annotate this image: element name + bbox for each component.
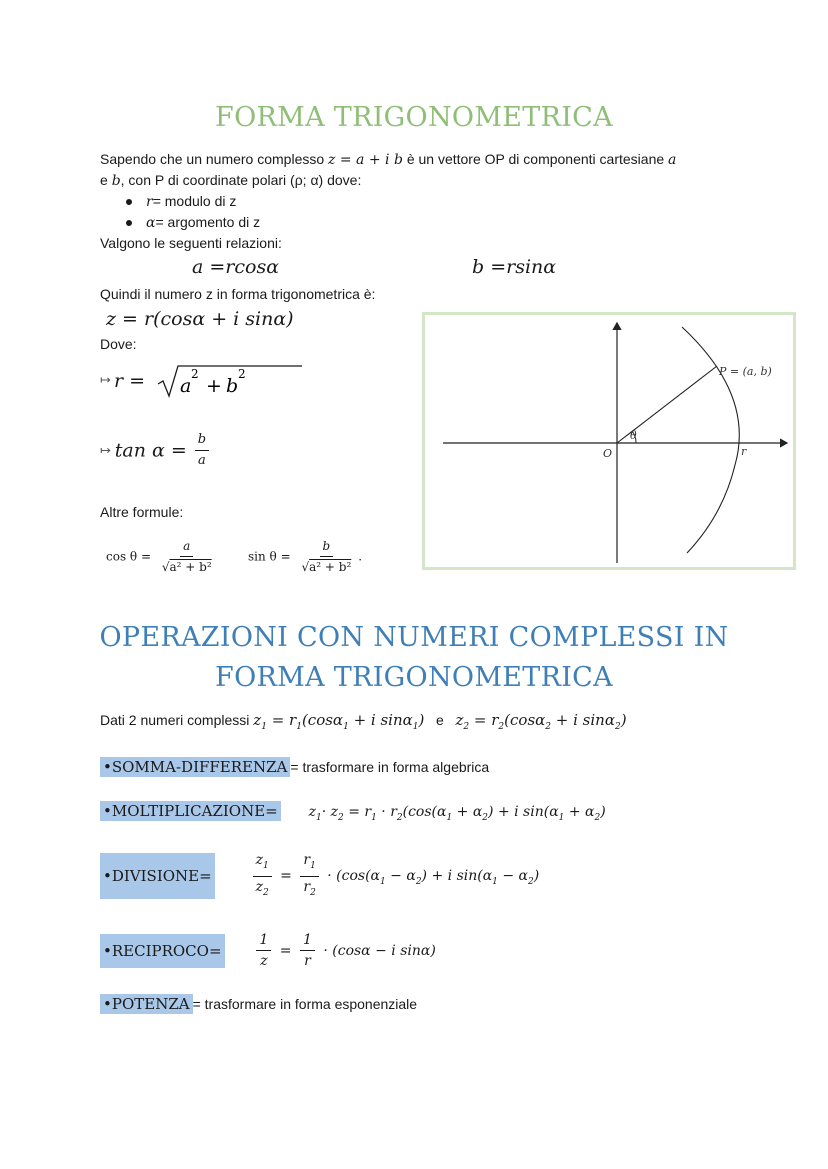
sin-numerator: b [320,538,334,557]
sin-lhs: sin θ = [248,549,291,564]
relations-label: Valgono le seguenti relazioni: [100,235,282,251]
page-title: FORMA TRIGONOMETRICA [215,102,613,133]
dati-line [100,710,627,737]
intro-text: e [100,172,108,188]
pot-text: = trasformare in forma esponenziale [192,996,418,1012]
z2-formula: $z_2 = r_2(\cos\alpha_2 + i$ sinα$_2$) [455,711,627,732]
trig-form: z = r(cosα + i sinα) [106,308,294,330]
intro-text: , con P di coordinate polari (ρ; α) dove: [120,172,362,188]
bullet-icon [126,220,132,226]
div-r-fraction: $\frac{r_1}{r_2}$ [300,852,318,901]
sin-denominator: √a² + b² [301,560,352,574]
modulus-lhs: r = [114,370,146,392]
tan-fraction [195,432,209,469]
relation-a: a =rcosα [192,256,280,278]
somma-label: •SOMMA-DIFFERENZA [100,757,290,777]
bullet-symbol: α [146,215,156,231]
op-moltiplicazione [100,802,606,823]
relation-b: b =rsinα [472,256,557,278]
radius-arc [682,327,739,553]
bullet-text: = modulo di z [152,193,237,209]
dove-label: Dove: [100,336,137,352]
op-reciproco [100,932,436,969]
section2-title-line2: FORMA TRIGONOMETRICA [215,662,613,693]
arrow-icon: ↦ [100,372,111,387]
molt-label: •MOLTIPLICAZIONE= [100,801,281,821]
sin-formula: sin θ = $\frac{b}{\text{√a² + b²}}$ . [248,539,363,574]
rec-rhs: · (cosα − i sinα) [323,942,436,959]
z1-formula: $z_1 = r_1(\cos\alpha_1 + i$ sinα$_1$) [253,711,425,732]
polar-diagram-svg [425,315,793,567]
altre-label: Altre formule: [100,504,184,520]
bullet-icon [126,199,132,205]
r-label: r [741,445,747,458]
somma-text: = trasformare in forma algebrica [290,759,490,775]
var-b: b [111,173,121,189]
arrow-icon: ↦ [100,442,111,458]
angle-label: θ [630,429,637,442]
origin-label: O [603,447,613,460]
tan-lhs: tan α = [114,439,187,462]
rec-z-fraction: $\frac{1}{z}$ [256,932,271,969]
sqrt-plus: + [206,375,222,397]
op-somma [100,757,489,777]
sqrt-a: a [180,375,192,397]
bullet-text: = argomento di z [155,214,261,230]
rec-label: •RECIPROCO= [100,934,225,968]
bullet-modulo [126,191,236,212]
cos-numerator: a [180,538,193,557]
sin-fraction [298,538,354,575]
div-formula: $\frac{z_1}{z_2}$ = $\frac{r_1}{r_2}$ · ($\cos(\alpha_1 - \alpha_2) + i$ $\sin(\alpha_1 - \alpha_2)$ [249,868,540,884]
sqrt-exp: 2 [191,367,199,381]
dati-label: Dati 2 numeri complessi [100,712,250,728]
cos-denominator: √a² + b² [161,560,212,574]
pot-label: •POTENZA [100,994,193,1014]
sqrt-radicand: a² + b² [309,560,352,574]
div-z-fraction: $\frac{z_1}{z_2}$ [253,852,272,901]
sqrt-exp: 2 [238,367,246,381]
molt-formula: $z_1\cdot z_2 = r_1 \cdot r_2(\cos(\alpha_1 + \alpha_2) + i$ $\sin(\alpha_1 + \alpha_2)$ [308,804,606,823]
bullet-argomento [126,212,260,233]
cos-lhs: cos θ = [106,549,152,564]
cos-formula [106,538,219,575]
intro-line-1 [100,149,676,170]
point-label: P = (a, b) [719,365,772,378]
tan-numerator: b [195,432,209,451]
rec-r-fraction: $\frac{1}{r}$ [300,932,315,969]
var-a: a [668,152,677,168]
tan-formula [100,432,213,469]
cos-fraction [159,538,215,575]
op-divisione [100,852,539,901]
polar-diagram [422,312,796,570]
rec-formula: $\frac{1}{z}$ = $\frac{1}{r}$ · (cosα − i sinα) [252,943,435,959]
intro-text: è un vettore OP di componenti cartesiane [406,151,665,167]
intro-line-2 [100,170,361,191]
sqrt-b: b [226,375,239,397]
sqrt-expression [154,362,354,402]
intro-text: Sapendo che un numero complesso [100,151,325,167]
e-label: e [436,712,444,728]
complex-number-expr: z = a + i b [328,152,403,168]
sqrt-radicand: a² + b² [169,560,212,574]
op-potenza [100,994,417,1014]
div-label: •DIVISIONE= [100,853,215,899]
bullet-symbol: r [146,194,153,210]
quindi-label: Quindi il numero z in forma trigonometrica è: [100,286,376,302]
tan-denominator: a [198,453,206,468]
section2-title-line1: OPERAZIONI CON NUMERI COMPLESSI IN [99,622,729,653]
